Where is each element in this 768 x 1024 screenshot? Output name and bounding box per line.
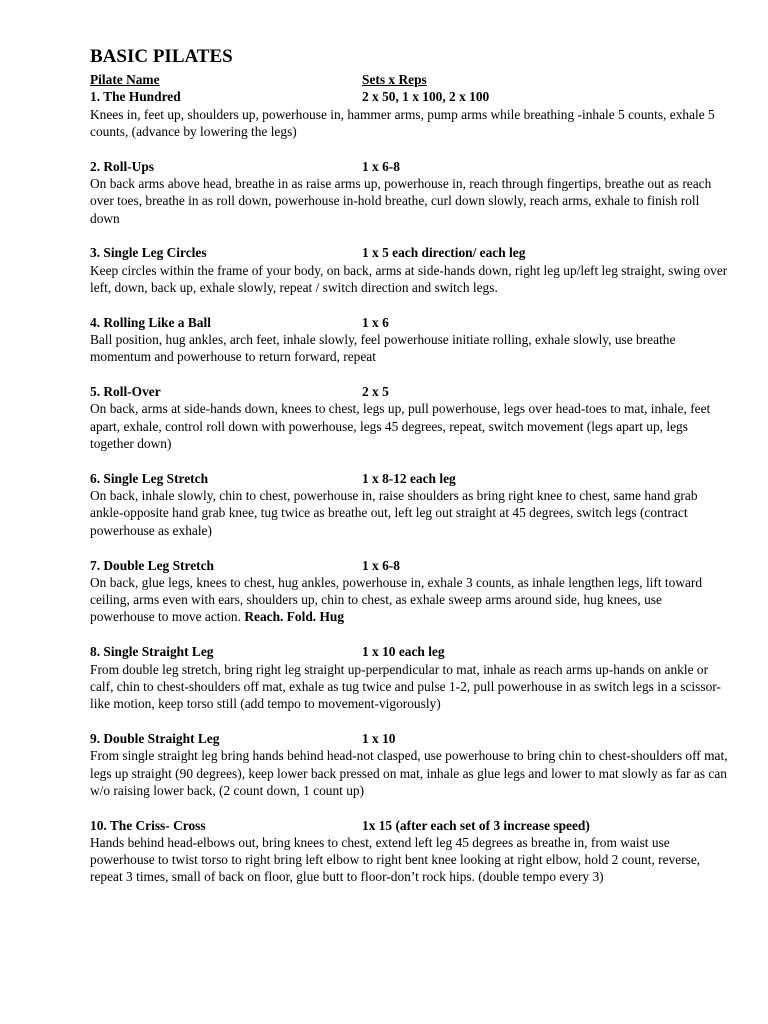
exercise-heading bbox=[90, 158, 728, 175]
exercise-description-text: On back, inhale slowly, chin to chest, powerhouse in, raise shoulders as bring right knee to chest, same hand grab ankle-opposite hand grab knee, tug twice as breathe out, left leg out straight at 45 degrees, switch legs (contract powerhouse as exhale) bbox=[90, 488, 698, 538]
exercise-item bbox=[90, 314, 728, 366]
exercise-item bbox=[90, 88, 728, 140]
exercise-description bbox=[90, 747, 728, 799]
exercise-sets-reps: 1x 15 (after each set of 3 increase speed) bbox=[362, 817, 590, 833]
exercise-list bbox=[90, 88, 728, 885]
exercise-name: 5. Roll-Over bbox=[90, 384, 161, 400]
exercise-sets-reps: 1 x 6-8 bbox=[362, 557, 400, 573]
exercise-sets-reps: 2 x 5 bbox=[362, 384, 389, 400]
exercise-emphasis: Reach. Fold. Hug bbox=[244, 609, 345, 625]
exercise-heading bbox=[90, 730, 728, 747]
exercise-heading bbox=[90, 557, 728, 574]
exercise-heading bbox=[90, 383, 728, 400]
exercise-name: 6. Single Leg Stretch bbox=[90, 470, 209, 486]
exercise-sets-reps: 1 x 8-12 each leg bbox=[362, 470, 456, 486]
exercise-sets-reps: 1 x 5 each direction/ each leg bbox=[362, 245, 526, 261]
exercise-name: 10. The Criss- Cross bbox=[90, 817, 206, 833]
exercise-description bbox=[90, 574, 728, 626]
exercise-item bbox=[90, 817, 728, 886]
exercise-description bbox=[90, 175, 728, 227]
exercise-description-text: On back arms above head, breathe in as raise arms up, powerhouse in, reach through fingertips, breathe out as reach over toes, breathe in as roll down, powerhouse in-hold breathe, curl down slowly, reach arms, exhale to finish roll down bbox=[90, 175, 712, 226]
exercise-description bbox=[90, 487, 728, 539]
exercise-item bbox=[90, 730, 728, 799]
exercise-name: 7. Double Leg Stretch bbox=[90, 557, 214, 573]
exercise-description bbox=[90, 106, 728, 141]
exercise-item bbox=[90, 244, 728, 296]
exercise-description-text: Ball position, hug ankles, arch feet, inhale slowly, feel powerhouse initiate rolling, exhale slowly, use breathe momentum and powerhouse to return forward, repeat bbox=[90, 332, 676, 365]
document-title: BASIC PILATES bbox=[90, 46, 233, 67]
exercise-heading bbox=[90, 817, 728, 834]
exercise-description bbox=[90, 834, 728, 886]
exercise-description-text: From double leg stretch, bring right leg straight up-perpendicular to mat, inhale as reach arms up-hands on ankle or calf, chin to chest-shoulders off mat, exhale as tug twice and pulse 1-2, pull powerhouse in as switch legs in a scissor-like motion, keep torso still (add tempo to movement-vigorously) bbox=[90, 661, 721, 712]
exercise-description bbox=[90, 331, 728, 366]
exercise-item bbox=[90, 470, 728, 539]
exercise-heading bbox=[90, 244, 728, 261]
exercise-description-text: On back, arms at side-hands down, knees to chest, legs up, pull powerhouse, legs over head-toes to mat, inhale, feet apart, exhale, control roll down with powerhouse, legs 45 degrees, repeat, switch movement (legs apart up, legs together down) bbox=[90, 401, 711, 452]
exercise-sets-reps: 1 x 10 bbox=[362, 730, 396, 746]
exercise-description-text: Knees in, feet up, shoulders up, powerhouse in, hammer arms, pump arms while breathing -inhale 5 counts, exhale 5 counts, (advance by lowering the legs) bbox=[90, 106, 715, 139]
exercise-description-text: On back, glue legs, knees to chest, hug ankles, powerhouse in, exhale 3 counts, as inhale lengthen legs, lift toward ceiling, arms even with ears, shoulders up, chin to chest, as exhale sweep arms around side, hug knees, use powerhouse to move action. bbox=[90, 574, 703, 625]
column-header-name: Pilate Name bbox=[90, 72, 160, 87]
exercise-item bbox=[90, 158, 728, 227]
exercise-sets-reps: 2 x 50, 1 x 100, 2 x 100 bbox=[362, 89, 490, 105]
exercise-description-text: Keep circles within the frame of your body, on back, arms at side-hands down, right leg up/left leg straight, swing over left, down, back up, exhale slowly, repeat / switch direction and switch legs. bbox=[90, 262, 728, 295]
exercise-heading bbox=[90, 88, 728, 105]
exercise-name: 1. The Hundred bbox=[90, 89, 181, 105]
exercise-name: 4. Rolling Like a Ball bbox=[90, 314, 211, 330]
exercise-description-text: From single straight leg bring hands behind head-not clasped, use powerhouse to bring chin to chest-shoulders off mat, legs up straight (90 degrees), keep lower back pressed on mat, inhale as glue legs and lower to mat slowly as far as can w/o raising lower back, (2 count down, 1 count up) bbox=[90, 748, 728, 798]
exercise-heading bbox=[90, 643, 728, 660]
exercise-item bbox=[90, 383, 728, 452]
exercise-description bbox=[90, 400, 728, 452]
column-header-row bbox=[90, 71, 728, 88]
exercise-description bbox=[90, 661, 728, 713]
exercise-description-text: Hands behind head-elbows out, bring knees to chest, extend left leg 45 degrees as breathe in, from waist use powerhouse to twist torso to right bring left elbow to right bent knee looking at right elbow, hold 2 count, reverse, repeat 3 times, small of back on floor, glue butt to floor-don’t rock hips. (double tempo every 3) bbox=[90, 834, 701, 885]
exercise-name: 8. Single Straight Leg bbox=[90, 644, 214, 660]
column-header-sets: Sets x Reps bbox=[362, 72, 427, 87]
exercise-heading bbox=[90, 314, 728, 331]
exercise-name: 3. Single Leg Circles bbox=[90, 245, 207, 261]
exercise-name: 2. Roll-Ups bbox=[90, 158, 154, 174]
exercise-name: 9. Double Straight Leg bbox=[90, 730, 220, 746]
exercise-sets-reps: 1 x 10 each leg bbox=[362, 644, 445, 660]
exercise-description bbox=[90, 262, 728, 297]
exercise-sets-reps: 1 x 6 bbox=[362, 314, 389, 330]
exercise-item bbox=[90, 557, 728, 626]
exercise-heading bbox=[90, 470, 728, 487]
exercise-item bbox=[90, 643, 728, 712]
exercise-sets-reps: 1 x 6-8 bbox=[362, 158, 400, 174]
